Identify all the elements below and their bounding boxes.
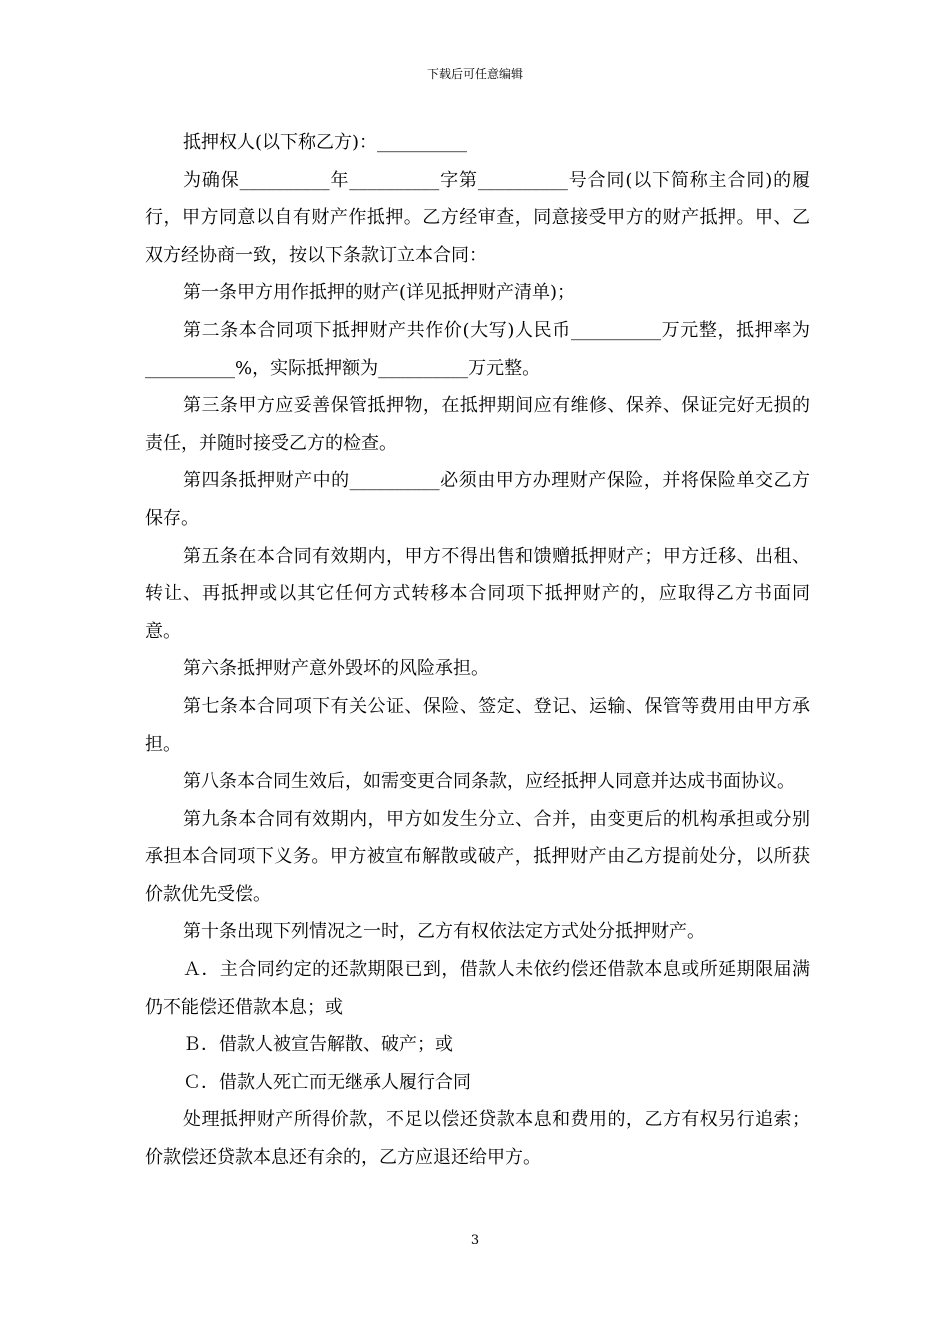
paragraph-item-a: Ａ．主合同约定的还款期限已到，借款人未依约偿还借款本息或所延期限届满仍不能偿还借款本息；或 bbox=[145, 959, 810, 1018]
paragraph-article-4: 第四条抵押财产中的__________必须由甲方办理财产保险，并将保险单交乙方保存。 bbox=[145, 470, 810, 529]
paragraph-preamble: 为确保__________年__________字第__________号合同(以下简称主合同)的履行，甲方同意以自有财产作抵押。乙方经审查，同意接受甲方的财产抵押。甲、乙双方经协商一致，按以下条款订立本合同： bbox=[145, 169, 810, 266]
paragraph-article-6: 第六条抵押财产意外毁坏的风险承担。 bbox=[183, 658, 489, 680]
paragraph-article-8: 第八条本合同生效后，如需变更合同条款，应经抵押人同意并达成书面协议。 bbox=[183, 771, 795, 793]
paragraph-article-10: 第十条出现下列情况之一时，乙方有权依法定方式处分抵押财产。 bbox=[183, 921, 705, 943]
page-header-note: 下载后可任意编辑 bbox=[426, 67, 523, 81]
paragraph-article-5: 第五条在本合同有效期内，甲方不得出售和馈赠抵押财产；甲方迁移、出租、转让、再抵押或以其它任何方式转移本合同项下抵押财产的，应取得乙方书面同意。 bbox=[145, 545, 810, 642]
paragraph-item-c: Ｃ．借款人死亡而无继承人履行合同 bbox=[183, 1071, 471, 1093]
paragraph-article-1: 第一条甲方用作抵押的财产(详见抵押财产清单)； bbox=[183, 282, 576, 304]
paragraph-mortgagee: 抵押权人(以下称乙方)：__________ bbox=[183, 132, 468, 153]
paragraph-article-7: 第七条本合同项下有关公证、保险、签定、登记、运输、保管等费用由甲方承担。 bbox=[145, 695, 810, 755]
paragraph-article-3: 第三条甲方应妥善保管抵押物，在抵押期间应有维修、保养、保证完好无损的责任，并随时接受乙方的检查。 bbox=[145, 395, 810, 454]
paragraph-article-9: 第九条本合同有效期内，甲方如发生分立、合并，由变更后的机构承担或分别承担本合同项下义务。甲方被宣布解散或破产，抵押财产由乙方提前处分，以所获价款优先受偿。 bbox=[145, 808, 810, 905]
paragraph-item-b: Ｂ．借款人被宣告解散、破产；或 bbox=[183, 1034, 453, 1056]
paragraph-disposal: 处理抵押财产所得价款，不足以偿还贷款本息和费用的，乙方有权另行追索；价款偿还贷款本息还有余的，乙方应退还给甲方。 bbox=[145, 1109, 810, 1169]
page-number: 3 bbox=[470, 1233, 480, 1248]
paragraph-article-2: 第二条本合同项下抵押财产共作价(大写)人民币__________万元整，抵押率为__________%，实际抵押额为__________万元整。 bbox=[145, 319, 810, 379]
contract-body bbox=[145, 124, 810, 1177]
